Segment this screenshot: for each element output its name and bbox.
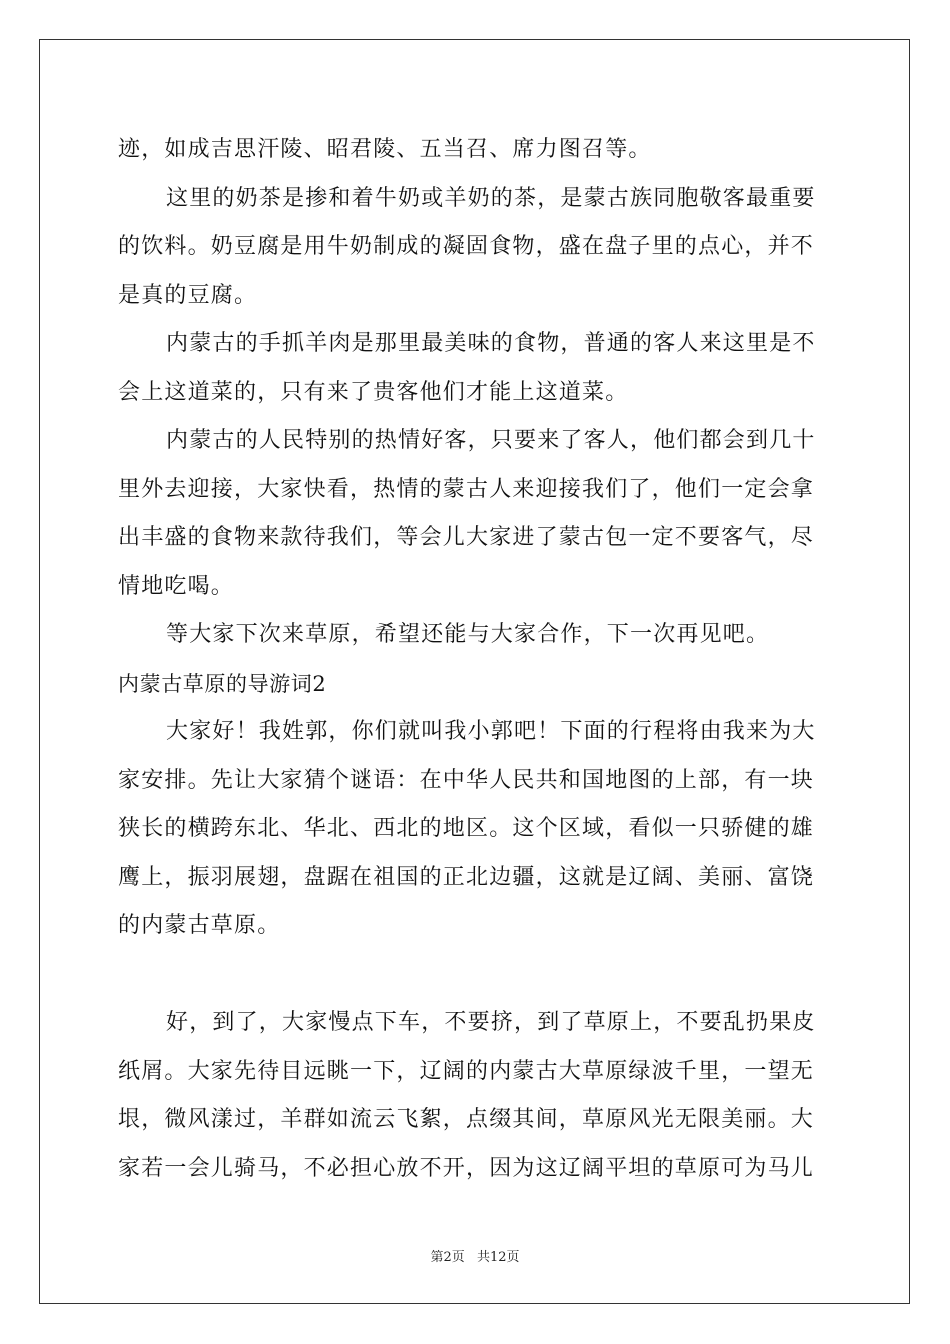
- page-footer: [0, 1246, 950, 1265]
- text-line: 纸屑。大家先待目远眺一下，辽阔的内蒙古大草原绿波千里，一望无: [118, 1058, 815, 1084]
- text-line: 好，到了，大家慢点下车，不要挤，到了草原上，不要乱扔果皮: [166, 1010, 816, 1035]
- text-line: 家若一会儿骑马，不必担心放不开，因为这辽阔平坦的草原可为马儿: [118, 1155, 815, 1181]
- text-line: 等大家下次来草原，希望还能与大家合作，下一次再见吧。: [166, 622, 770, 647]
- text-line: 是真的豆腐。: [118, 282, 258, 308]
- text-line: 情地吃喝。: [118, 573, 235, 599]
- text-line: 出丰盛的食物来款待我们，等会儿大家进了蒙古包一定不要客气，尽: [118, 525, 815, 550]
- text-line: 垠，微风漾过，羊群如流云飞絮，点缀其间，草原风光无限美丽。大: [118, 1107, 815, 1132]
- page-total: 共12页: [476, 1250, 520, 1265]
- text-line: [118, 951, 836, 1000]
- text-line: 里外去迎接，大家快看，热情的蒙古人来迎接我们了，他们一定会拿: [118, 476, 815, 502]
- section-heading: 内蒙古草原的导游词2: [118, 671, 327, 696]
- text-line: 的饮料。奶豆腐是用牛奶制成的凝固食物，盛在盘子里的点心，并不: [118, 234, 815, 259]
- text-line: 内蒙古的人民特别的热情好客，只要来了客人，他们都会到几十: [166, 428, 816, 453]
- text-line: 这里的奶茶是掺和着牛奶或羊奶的茶，是蒙古族同胞敬客最重要: [166, 185, 816, 211]
- text-line: 迹，如成吉思汗陵、昭君陵、五当召、席力图召等。: [118, 137, 652, 162]
- text-line: 内蒙古的手抓羊肉是那里最美味的食物，普通的客人来这里是不: [166, 331, 816, 356]
- text-line: 大家好！我姓郭，你们就叫我小郭吧！下面的行程将由我来为大: [166, 719, 816, 744]
- document-body: [118, 126, 836, 1193]
- text-line: 会上这道菜的，只有来了贵客他们才能上这道菜。: [118, 379, 629, 405]
- text-line: 狭长的横跨东北、华北、西北的地区。这个区域，看似一只骄健的雄: [118, 816, 815, 841]
- page-number: 第2页: [430, 1250, 465, 1265]
- text-line: 家安排。先让大家猜个谜语：在中华人民共和国地图的上部，有一块: [118, 767, 815, 793]
- text-line: 鹰上，振羽展翅，盘踞在祖国的正北边疆，这就是辽阔、美丽、富饶: [118, 864, 815, 890]
- text-line: 的内蒙古草原。: [118, 913, 281, 938]
